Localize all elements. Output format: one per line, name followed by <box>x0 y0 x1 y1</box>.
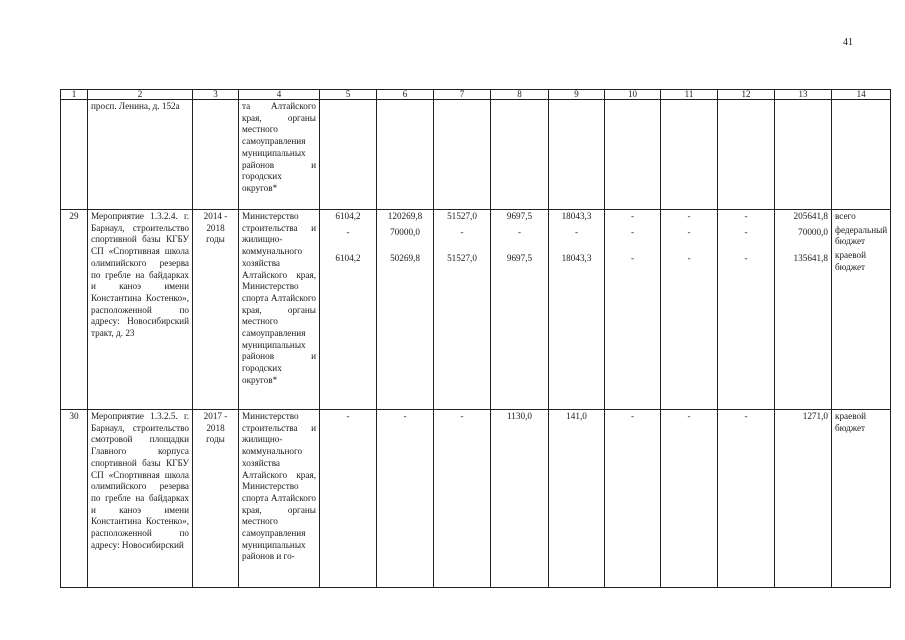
value-cell: - <box>605 410 661 588</box>
years-cell: 2017 - 2018 годы <box>193 410 239 588</box>
value-regional: - <box>687 253 691 264</box>
description-cell: просп. Ленина, д. 152а <box>88 100 193 210</box>
value-cell: 141,0 <box>549 410 605 588</box>
value-cell: - <box>434 410 491 588</box>
header-cell: 10 <box>605 90 661 100</box>
value-regional: 50269,8 <box>390 253 420 264</box>
value-federal: - <box>517 226 522 237</box>
description-cell: Мероприятие 1.3.2.5. г. Барнаул, строительство смотровой площадки Главного корпуса спортивной базы КГБУ СП «Спортивная школа олимпийского резерва по гребле на байдарках и каноэ имени Константина Костенко», расположенной по адресу: Новосибирский <box>88 410 193 588</box>
row-number-cell <box>61 100 88 210</box>
header-cell: 6 <box>377 90 434 100</box>
value-cell <box>491 210 549 410</box>
executor-cell: Министерство строительства и жилищно-коммунального хозяйства Алтайского края, Министерство спорта Алтайского края, органы местного самоуправления муниципальных районов и городских округов* <box>239 210 320 410</box>
value-federal: - <box>346 226 350 237</box>
continued-row <box>61 100 891 210</box>
table-row <box>61 410 891 588</box>
description-cell: Мероприятие 1.3.2.4. г. Барнаул, строительство спортивной базы КГБУ СП «Спортивная школа олимпийского резерва по гребле на байдарках и каноэ имени Константина Костенко», расположенной по адресу: Новосибирский тракт, д. 23 <box>88 210 193 410</box>
value-total: - <box>687 211 691 221</box>
value-cell <box>605 210 661 410</box>
value-total: 6104,2 <box>335 211 361 221</box>
value-cell: - <box>377 410 434 588</box>
value-cell: - <box>718 410 775 588</box>
value-federal: - <box>630 226 635 237</box>
years-cell: 2014 - 2018 годы <box>193 210 239 410</box>
value-total: 18043,3 <box>561 211 592 221</box>
value-cell: 1130,0 <box>491 410 549 588</box>
value-cell <box>434 210 491 410</box>
row-number-cell: 30 <box>61 410 88 588</box>
value-regional: 18043,3 <box>561 253 592 264</box>
value-regional: 6104,2 <box>335 253 361 264</box>
header-cell: 5 <box>320 90 377 100</box>
program-table <box>60 89 891 588</box>
header-cell: 12 <box>718 90 775 100</box>
header-cell: 14 <box>832 90 891 100</box>
total-cell <box>775 210 832 410</box>
value-federal: - <box>460 226 464 237</box>
value-federal: - <box>574 226 579 237</box>
source-cell: краевой бюджет <box>832 410 891 588</box>
header-cell: 4 <box>239 90 320 100</box>
value-cell <box>320 210 377 410</box>
source-cell <box>832 210 891 410</box>
value-total: - <box>744 211 748 221</box>
source-label: всего <box>835 211 856 221</box>
value-regional: 51527,0 <box>447 253 477 264</box>
value-cell <box>377 210 434 410</box>
value-federal: 70000,0 <box>390 226 420 237</box>
header-cell: 11 <box>661 90 718 100</box>
value-cell <box>661 210 718 410</box>
value-regional: - <box>630 253 635 264</box>
value-total: - <box>630 211 635 221</box>
header-cell: 3 <box>193 90 239 100</box>
value-total: 51527,0 <box>447 211 477 221</box>
executor-cell: Министерство строительства и жилищно-коммунального хозяйства Алтайского края, Министерство спорта Алтайского края, органы местного самоуправления муниципальных районов и го- <box>239 410 320 588</box>
value-regional: - <box>744 253 748 264</box>
value-federal: - <box>744 226 748 237</box>
value-regional: 9697,5 <box>506 253 533 264</box>
header-cell: 1 <box>61 90 88 100</box>
page-number: 41 <box>843 37 853 48</box>
header-cell: 9 <box>549 90 605 100</box>
value-total: 9697,5 <box>506 211 533 221</box>
value-regional: 135641,8 <box>793 253 828 264</box>
value-cell: - <box>320 410 377 588</box>
source-label: федеральный бюджет <box>835 224 888 247</box>
value-federal: - <box>687 226 691 237</box>
executor-cell: та Алтайского края, органы местного самоуправления муниципальных районов и городских округов* <box>239 100 320 210</box>
value-cell: - <box>661 410 718 588</box>
column-number-row <box>61 90 891 100</box>
row-number-cell: 29 <box>61 210 88 410</box>
header-cell: 7 <box>434 90 491 100</box>
value-cell <box>549 210 605 410</box>
header-cell: 13 <box>775 90 832 100</box>
value-total: 120269,8 <box>387 211 423 221</box>
header-cell: 2 <box>88 90 193 100</box>
value-cell <box>718 210 775 410</box>
years-cell <box>193 100 239 210</box>
source-label: краевой бюджет <box>835 250 866 272</box>
value-total: 205641,8 <box>793 211 828 221</box>
table-row <box>61 210 891 410</box>
total-cell: 1271,0 <box>775 410 832 588</box>
header-cell: 8 <box>491 90 549 100</box>
value-federal: 70000,0 <box>798 226 828 237</box>
